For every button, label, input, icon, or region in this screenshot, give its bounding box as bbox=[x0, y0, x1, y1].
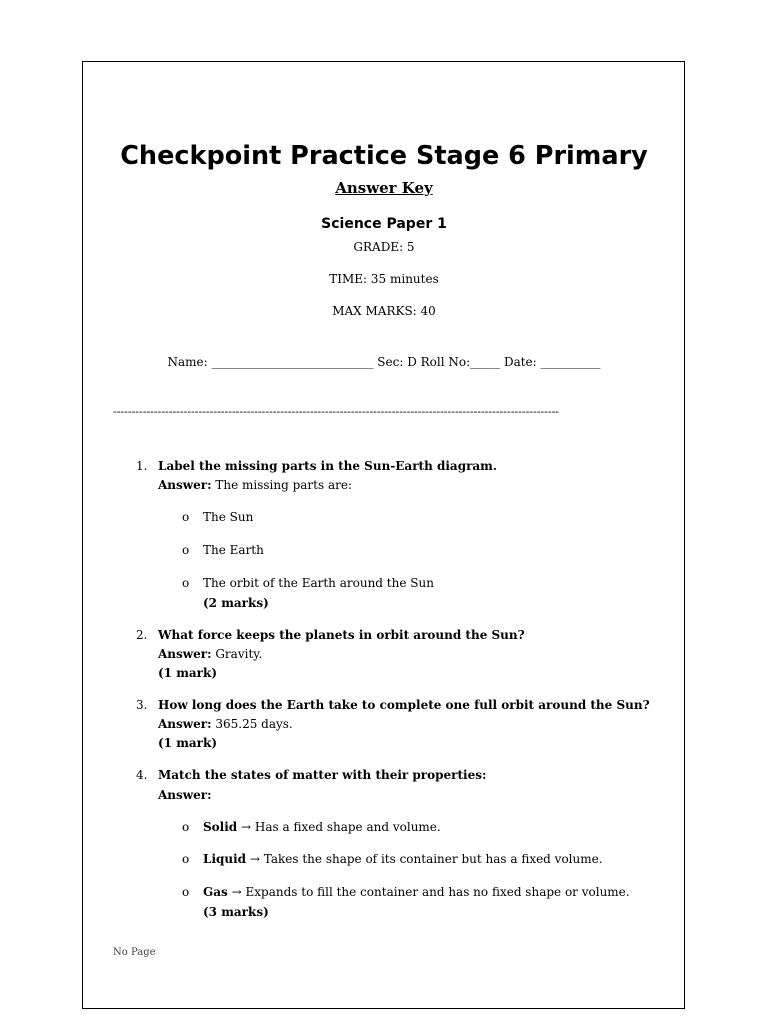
marks-label: (2 marks) bbox=[203, 596, 269, 610]
time-label: TIME: 35 minutes bbox=[329, 272, 439, 286]
term: Solid bbox=[203, 820, 238, 834]
answer-key-heading: Answer Key bbox=[335, 179, 433, 197]
definition: Expands to fill the container and has no fixed shape or volume. bbox=[245, 885, 630, 899]
bullet-content bbox=[203, 883, 630, 901]
bullet-text: The Earth bbox=[203, 543, 264, 557]
answer-label: Answer: bbox=[158, 647, 212, 661]
answer-text: Gravity. bbox=[215, 647, 263, 661]
term: Liquid bbox=[203, 852, 247, 866]
bullet-text: The orbit of the Earth around the Sun bbox=[203, 576, 434, 590]
answer-text: The missing parts are: bbox=[215, 478, 352, 492]
question-text: How long does the Earth take to complete one full orbit around the Sun? bbox=[158, 698, 650, 712]
answer-label: Answer: bbox=[158, 717, 212, 731]
term: Gas bbox=[203, 885, 228, 899]
bullet-marker: o bbox=[182, 885, 190, 899]
bullet-content bbox=[203, 850, 603, 868]
arrow-icon: → bbox=[241, 820, 252, 834]
arrow-icon: → bbox=[231, 885, 242, 899]
answer-line-1 bbox=[158, 476, 352, 494]
question-text: What force keeps the planets in orbit around the Sun? bbox=[158, 628, 525, 642]
definition: Takes the shape of its container but has a fixed volume. bbox=[263, 852, 603, 866]
grade-label: GRADE: 5 bbox=[353, 240, 415, 254]
marks-label: (1 mark) bbox=[158, 736, 217, 750]
marks-label: (1 mark) bbox=[158, 666, 217, 680]
answer-line-2 bbox=[158, 645, 262, 663]
subject-heading: Science Paper 1 bbox=[321, 216, 447, 232]
bullet-content bbox=[203, 818, 441, 836]
answer-label: Answer: bbox=[158, 478, 212, 492]
question-number: 1. bbox=[136, 459, 148, 473]
student-info-line: Name: ___________________________ Sec: D Roll No:_____ Date: __________ bbox=[167, 355, 601, 369]
bullet-marker: o bbox=[182, 510, 190, 524]
bullet-marker: o bbox=[182, 543, 190, 557]
divider-line: ------------------------------------------------------------------------------------------------------------------------ bbox=[113, 405, 560, 418]
definition: Has a fixed shape and volume. bbox=[254, 820, 441, 834]
answer-line-4 bbox=[158, 786, 212, 804]
max-marks-label: MAX MARKS: 40 bbox=[332, 304, 436, 318]
question-number: 4. bbox=[136, 768, 148, 782]
document-title: Checkpoint Practice Stage 6 Primary bbox=[120, 141, 648, 171]
arrow-icon: → bbox=[249, 852, 260, 866]
bullet-marker: o bbox=[182, 820, 190, 834]
question-number: 3. bbox=[136, 698, 148, 712]
answer-line-3 bbox=[158, 715, 293, 733]
question-number: 2. bbox=[136, 628, 148, 642]
marks-label: (3 marks) bbox=[203, 905, 269, 919]
bullet-text: The Sun bbox=[203, 510, 254, 524]
question-text: Label the missing parts in the Sun-Earth diagram. bbox=[158, 459, 498, 473]
bullet-marker: o bbox=[182, 576, 190, 590]
question-text: Match the states of matter with their properties: bbox=[158, 768, 487, 782]
answer-text: 365.25 days. bbox=[215, 717, 293, 731]
answer-label: Answer: bbox=[158, 788, 212, 802]
bullet-marker: o bbox=[182, 852, 190, 866]
page-footer: No Page bbox=[113, 947, 156, 958]
